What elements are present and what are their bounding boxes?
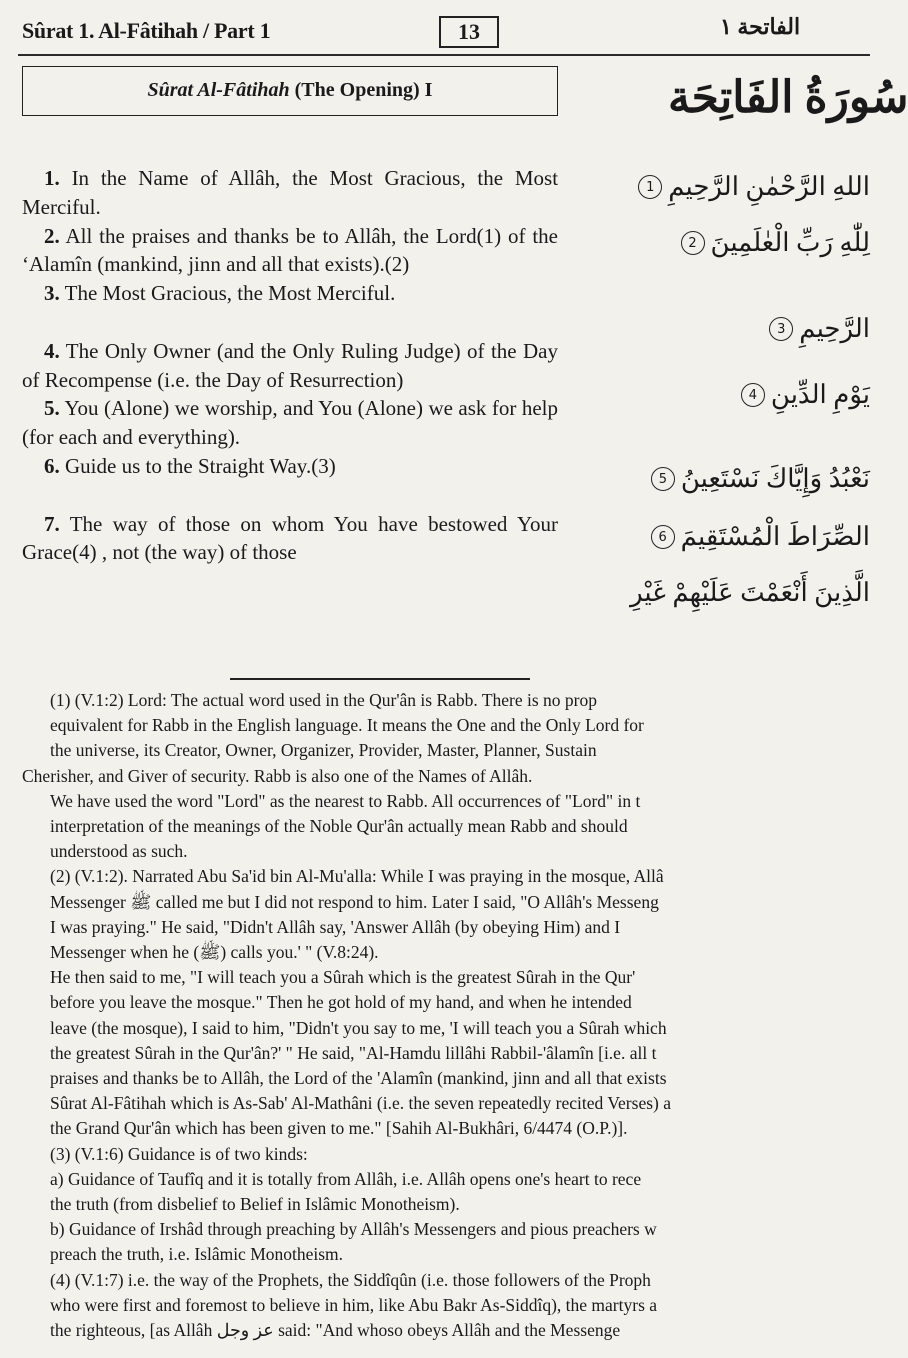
ayah-number-marker: 3 <box>769 317 793 341</box>
footnote-line: (3) (V.1:6) Guidance is of two kinds: <box>50 1143 308 1164</box>
footnote-line: preach the truth, i.e. Islâmic Monotheism. <box>50 1244 344 1265</box>
footnote-line: praises and thanks be to Allâh, the Lord of the 'Alamîn (mankind, jinn and all that exists <box>50 1068 667 1089</box>
footnote-line: We have used the word "Lord" as the nearest to Rabb. All occurrences of "Lord" in t <box>50 790 641 811</box>
footnote-line: (1) (V.1:2) Lord: The actual word used in the Qur'ân is Rabb. There is no prop <box>50 690 597 710</box>
ayah-number-marker: 6 <box>651 525 675 549</box>
ayah-number-marker: 2 <box>681 231 705 255</box>
footnote-line: (4) (V.1:7) i.e. the way of the Prophets, the Siddîqûn (i.e. those followers of the Proph <box>50 1269 651 1290</box>
verse-6: 6. Guide us to the Straight Way.(3) <box>44 453 336 478</box>
footnote-line: a) Guidance of Taufîq and it is totally from Allâh, i.e. Allâh opens one's heart to rece <box>50 1168 642 1189</box>
footnote-line: equivalent for Rabb in the English language. It means the One and the Only Lord for <box>50 715 644 736</box>
arabic-ayah-5: نَعْبُدُ وَإِيَّاكَ نَسْتَعِينُ 5 <box>651 464 870 494</box>
footnote-line: understood as such. <box>50 841 188 862</box>
footnote-line: interpretation of the meanings of the Noble Qur'ân actually mean Rabb and should <box>50 816 628 837</box>
ayah-number-marker: 1 <box>638 175 662 199</box>
footnote-line: before you leave the mosque." Then he got hold of my hand, and when he intended <box>50 992 632 1013</box>
arabic-ayah-3: الرَّحِيمِ 3 <box>769 314 870 344</box>
footnote-line: leave (the mosque), I said to him, "Didn't you say to me, 'I will teach you a Sûrah which <box>50 1017 667 1038</box>
footnote-line: (2) (V.1:2). Narrated Abu Sa'id bin Al-Mu'alla: While I was praying in the mosque, Allâ <box>50 866 664 887</box>
arabic-ayah-4: يَوْمِ الدِّينِ 4 <box>741 380 870 410</box>
footnote-line: the righteous, [as Allâh عز وجل said: "And whoso obeys Allâh and the Messenge <box>50 1320 621 1341</box>
ayah-number-marker: 5 <box>651 467 675 491</box>
surah-arabic-heading: سُورَةُ الفَاتِحَة <box>668 73 908 122</box>
footnote-line: Messenger when he (ﷺ) calls you.' " (V.8:24). <box>50 942 379 963</box>
footnote-line: the Grand Qur'ân which has been given to me." [Sahih Al-Bukhâri, 6/4474 (O.P.)]. <box>50 1118 628 1139</box>
footnote-line: Messenger ﷺ called me but I did not respond to him. Later I said, "O Allâh's Messeng <box>50 891 659 912</box>
footnotes <box>22 688 870 1343</box>
footnote-line: the universe, its Creator, Owner, Organizer, Provider, Master, Planner, Sustain <box>50 740 597 761</box>
verse-7: 7. The way of those on whom You have bestowed Your Grace(4) , not (the way) of those <box>22 511 559 565</box>
verse-2: 2. All the praises and thanks be to Allâh, the Lord(1) of the ‘Alamîn (mankind, jinn and all that exists).(2) <box>22 223 559 277</box>
footnote-line: the truth (from disbelief to Belief in Islâmic Monotheism). <box>50 1194 460 1215</box>
arabic-ayah-2: لِلّٰهِ رَبِّ الْعٰلَمِينَ 2 <box>681 228 870 258</box>
page-number: 13 <box>439 16 499 48</box>
verse-4: 4. The Only Owner (and the Only Ruling Judge) of the Day of Recompense (i.e. the Day of Resurrection) <box>22 338 559 392</box>
footnote-line: who were first and foremost to believe in him, like Abu Bakr As-Siddîq), the martyrs a <box>50 1294 658 1315</box>
surah-title-rest: (The Opening) I <box>289 79 433 101</box>
footnote-separator <box>230 678 530 680</box>
header-rule <box>18 54 870 56</box>
arabic-ayah-1: اللهِ الرَّحْمٰنِ الرَّحِيمِ 1 <box>638 172 870 202</box>
footnote-line: I was praying." He said, "Didn't Allâh say, 'Answer Allâh (by obeying Him) and I <box>50 916 621 937</box>
footnote-line: Sûrat Al-Fâtihah which is As-Sab' Al-Mathâni (i.e. the seven repeatedly recited Verses) a <box>50 1093 671 1114</box>
arabic-ayah-7: الَّذِينَ أَنْعَمْتَ عَلَيْهِمْ غَيْرِ <box>630 578 870 607</box>
surah-title-italic: Sûrat Al-Fâtihah <box>147 79 290 101</box>
verse-5: 5. You (Alone) we worship, and You (Alone) we ask for help (for each and everything). <box>22 396 559 450</box>
surah-title-box <box>22 66 558 116</box>
page-header-arabic: الفاتحة ١ <box>720 14 801 39</box>
footnote-line: b) Guidance of Irshâd through preaching by Allâh's Messengers and pious preachers w <box>50 1219 657 1240</box>
verses-column <box>22 164 558 567</box>
page-header-title: Sûrat 1. Al-Fâtihah / Part 1 <box>22 18 271 43</box>
ayah-number-marker: 4 <box>741 383 765 407</box>
footnote-line: Cherisher, and Giver of security. Rabb is also one of the Names of Allâh. <box>22 765 533 786</box>
verse-1: 1. In the Name of Allâh, the Most Gracious, the Most Merciful. <box>22 166 559 219</box>
footnote-line: the greatest Sûrah in the Qur'ân?' " He said, "Al-Hamdu lillâhi Rabbil-'âlamîn [i.e. all t <box>50 1042 657 1063</box>
arabic-ayah-6: الصِّرَاطَ الْمُسْتَقِيمَ 6 <box>651 522 870 552</box>
verse-3: 3. The Most Gracious, the Most Merciful. <box>44 281 396 306</box>
footnote-line: He then said to me, "I will teach you a Sûrah which is the greatest Sûrah in the Qur' <box>50 967 636 988</box>
